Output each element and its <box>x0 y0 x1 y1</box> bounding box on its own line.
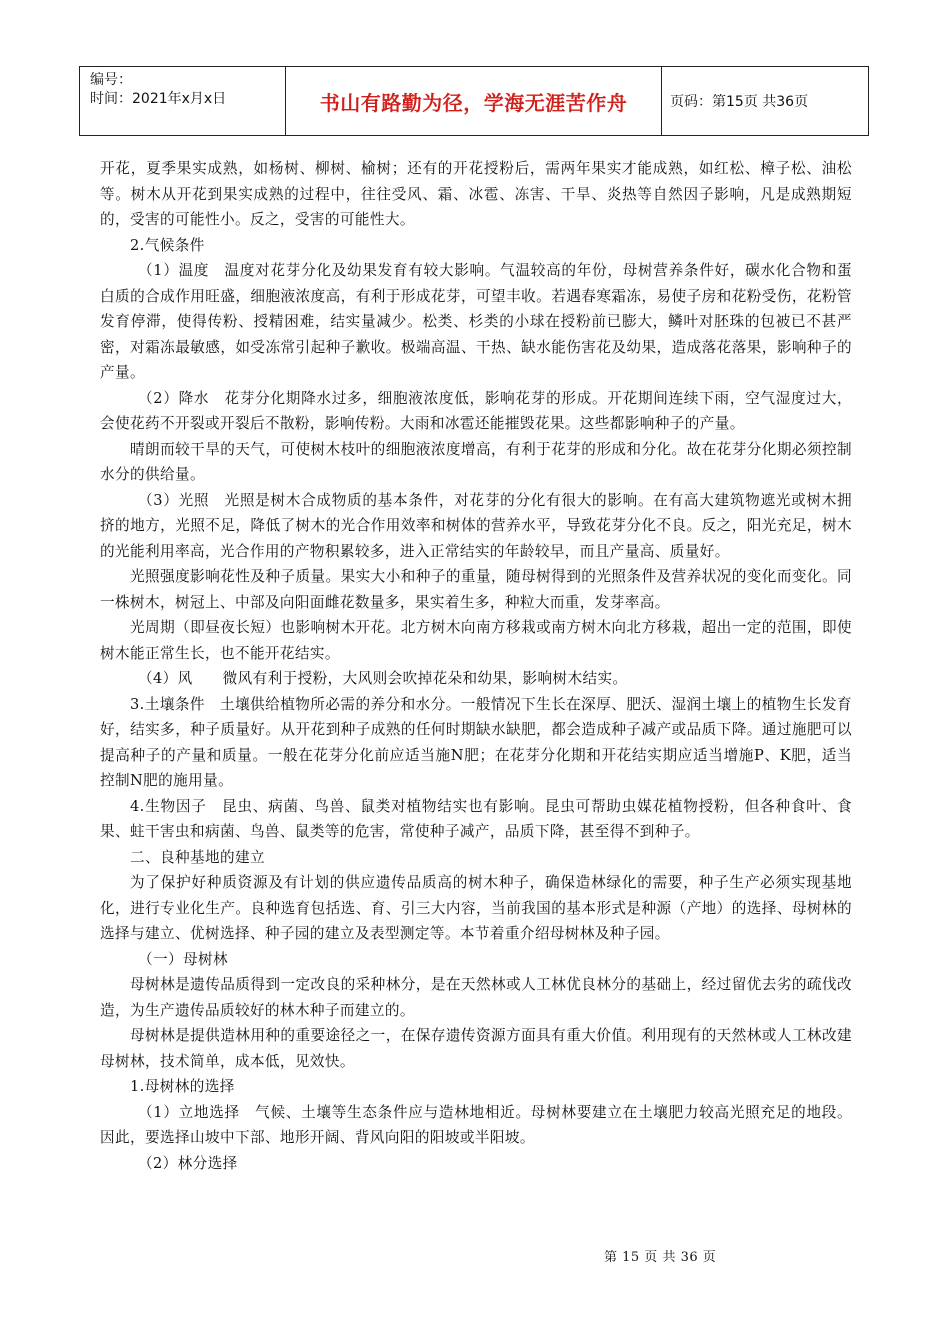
section-heading: 2.气候条件 <box>130 236 205 254</box>
paragraph: （1）立地选择 气候、土壤等生态条件应与造林地相近。母树林要建立在土壤肥力较高光照充足的地段。因此，要选择山坡中下部、地形开阔、背风向阳的阳坡或半阳坡。 <box>100 1103 852 1146</box>
paragraph: 3.土壤条件 土壤供给植物所必需的养分和水分。一般情况下生长在深厚、肥沃、湿润土壤上的植物生长发育好，结实多，种子质量好。从开花到种子成熟的任何时期缺水缺肥，都会造成种子减产或品质下降。通过施肥可以提高种子的产量和质量。一般在花芽分化前应适当施N肥；在花芽分化期和开花结实期应适当增施P、K肥，适当控制N肥的施用量。 <box>100 695 852 789</box>
paragraph: 母树林是遗传品质得到一定改良的采种林分，是在天然林或人工林优良林分的基础上，经过留优去劣的疏伐改造，为生产遗传品质较好的林木种子而建立的。 <box>100 976 852 1019</box>
document-number-label: 编号： <box>90 72 132 88</box>
header-motto: 书山有路勤为径，学海无涯苦作舟 <box>286 67 662 135</box>
subsection-heading: 1.母树林的选择 <box>130 1078 235 1095</box>
document-body <box>100 156 852 1176</box>
paragraph: 为了保护好种质资源及有计划的供应遗传品质高的树木种子，确保造林绿化的需要，种子生产必须实现基地化，进行专业化生产。良种选育包括选、育、引三大内容，当前我国的基本形式是种源（产地）的选择、母树林的选择与建立、优树选择、种子园的建立及表型测定等。本节着重介绍母树林及种子园。 <box>100 874 852 942</box>
header-meta <box>80 67 286 135</box>
header-page-code: 页码：第15页 共36页 <box>670 94 809 110</box>
paragraph: 开花，夏季果实成熟，如杨树、柳树、榆树；还有的开花授粉后，需两年果实才能成熟，如红松、樟子松、油松等。树木从开花到果实成熟的过程中，往往受风、霜、冰雹、冻害、干旱、炎热等自然因子影响，凡是成熟期短的，受害的可能性小。反之，受害的可能性大。 <box>100 160 852 228</box>
paragraph: （1）温度 温度对花芽分化及幼果发育有较大影响。气温较高的年份，母树营养条件好，碳水化合物和蛋白质的合成作用旺盛，细胞液浓度高，有利于形成花芽，可望丰收。若遇春寒霜冻，易使子房和花粉受伤，花粉管发育停滞，使得传粉、授精困难，结实量减少。松类、杉类的小球在授粉前已膨大，鳞叶对胚珠的包被已不甚严密，对霜冻最敏感，如受冻常引起种子歉收。极端高温、干热、缺水能伤害花及幼果，造成落花落果，影响种子的产量。 <box>100 262 852 381</box>
paragraph: 母树林是提供造林用种的重要途径之一，在保存遗传资源方面具有重大价值。利用现有的天然林或人工林改建母树林，技术简单，成本低，见效快。 <box>100 1027 852 1070</box>
paragraph: 光周期（即昼夜长短）也影响树木开花。北方树木向南方移栽或南方树木向北方移栽，超出一定的范围，即使树木能正常生长，也不能开花结实。 <box>100 619 852 662</box>
page-footer: 第 15 页 共 36 页 <box>604 1250 717 1265</box>
subsection-heading: （一）母树林 <box>138 950 228 968</box>
paragraph: 晴朗而较干旱的天气，可使树木枝叶的细胞液浓度增高，有利于花芽的形成和分化。故在花芽分化期必须控制水分的供给量。 <box>100 440 852 483</box>
paragraph: （2）降水 花芽分化期降水过多，细胞液浓度低，影响花芽的形成。开花期间连续下雨，空气湿度过大，会使花药不开裂或开裂后不散粉，影响传粉。大雨和冰雹还能摧毁花果。这些都影响种子的产量。 <box>100 389 852 432</box>
paragraph: （4）风 微风有利于授粉，大风则会吹掉花朵和幼果，影响树木结实。 <box>138 670 628 687</box>
paragraph: （3）光照 光照是树木合成物质的基本条件，对花芽的分化有很大的影响。在有高大建筑物遮光或树木拥挤的地方，光照不足，降低了树木的光合作用效率和树体的营养水平，导致花芽分化不良。反之，阳光充足，树木的光能利用率高，光合作用的产物积累较多，进入正常结实的年龄较早，而且产量高、质量好。 <box>100 491 852 560</box>
paragraph: 4.生物因子 昆虫、病菌、鸟兽、鼠类对植物结实也有影响。昆虫可帮助虫媒花植物授粉，但各种食叶、食果、蛀干害虫和病菌、鸟兽、鼠类等的危害，常使种子减产，品质下降，甚至得不到种子。 <box>100 797 852 840</box>
subsection-heading: （2）林分选择 <box>138 1154 238 1172</box>
header-table <box>79 66 869 136</box>
paragraph: 光照强度影响花性及种子质量。果实大小和种子的重量，随母树得到的光照条件及营养状况的变化而变化。同一株树木，树冠上、中部及向阳面雌花数量多，果实着生多，种粒大而重，发芽率高。 <box>100 568 852 611</box>
section-heading: 二、良种基地的建立 <box>130 848 265 866</box>
document-date-label: 时间：2021年x月x日 <box>90 91 227 107</box>
